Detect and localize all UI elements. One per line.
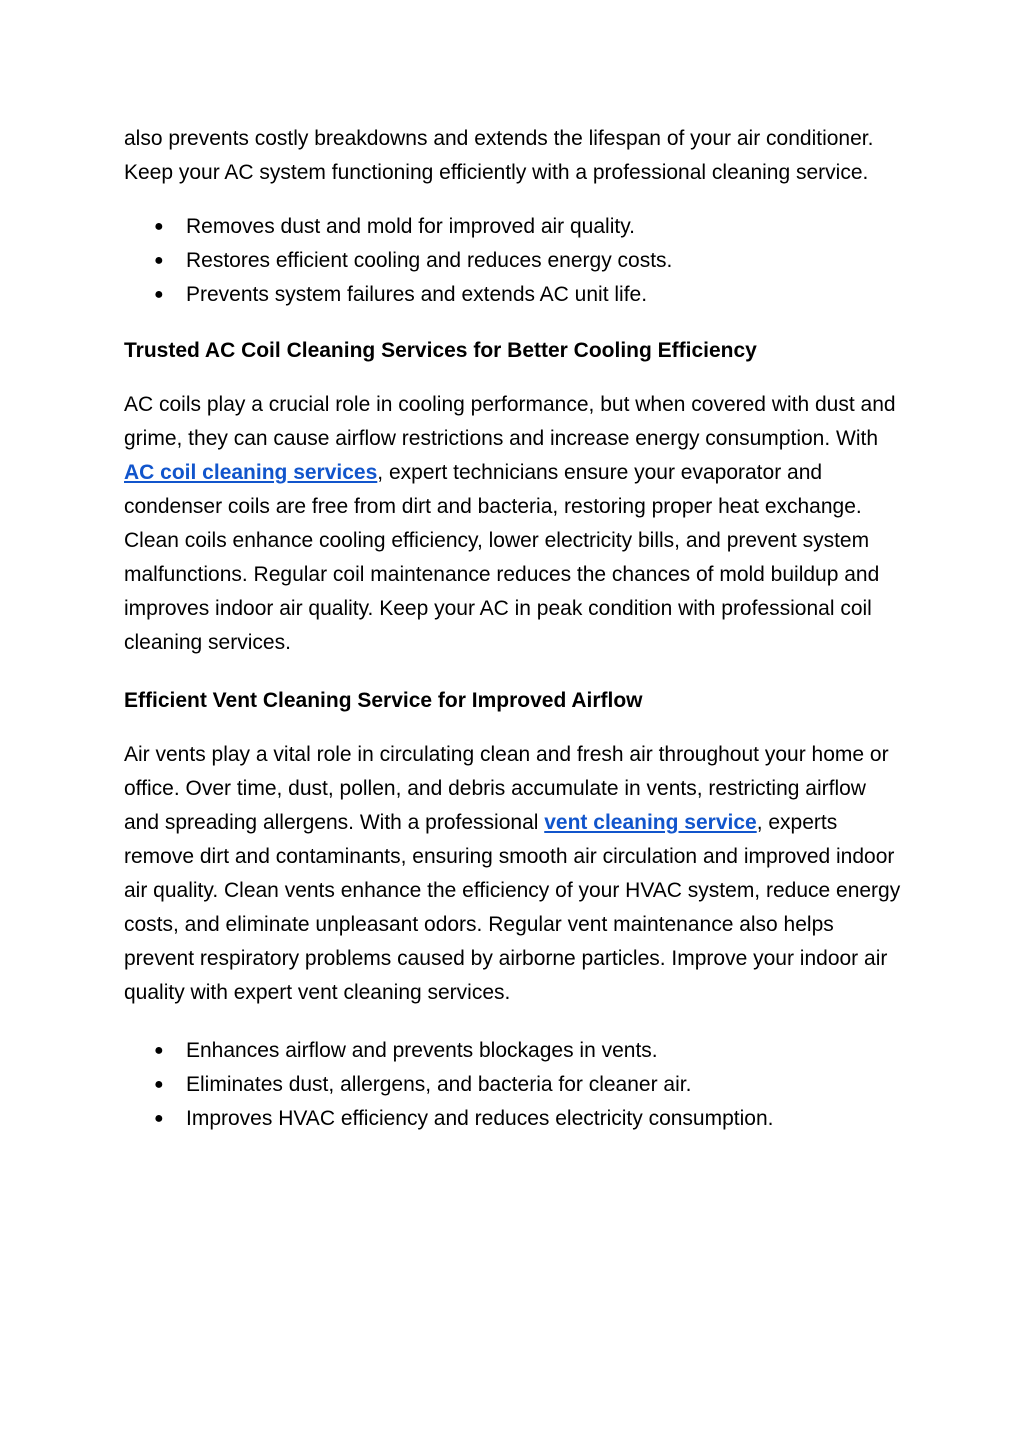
bullet-icon: ●	[154, 252, 164, 269]
benefits-list-2	[124, 1034, 904, 1136]
bullet-icon: ●	[154, 286, 164, 303]
list-item-text: Restores efficient cooling and reduces energy costs.	[186, 249, 673, 272]
list-item	[124, 278, 904, 312]
coil-cleaning-heading: Trusted AC Coil Cleaning Services for Better Cooling Efficiency	[124, 339, 757, 362]
vent-cleaning-paragraph	[124, 738, 904, 1010]
list-item	[124, 244, 904, 278]
vent-cleaning-heading: Efficient Vent Cleaning Service for Improved Airflow	[124, 689, 643, 712]
ac-coil-cleaning-link[interactable]: AC coil cleaning services	[124, 461, 378, 484]
list-item-text: Eliminates dust, allergens, and bacteria for cleaner air.	[186, 1073, 692, 1096]
list-item	[124, 1034, 904, 1068]
bullet-icon: ●	[154, 1042, 164, 1059]
document-page	[124, 122, 904, 1158]
list-item	[124, 1068, 904, 1102]
list-item-text: Improves HVAC efficiency and reduces electricity consumption.	[186, 1107, 774, 1130]
list-item	[124, 1102, 904, 1136]
list-item-text: Removes dust and mold for improved air quality.	[186, 215, 635, 238]
list-item-text: Prevents system failures and extends AC unit life.	[186, 283, 648, 306]
benefits-list-1	[124, 210, 904, 312]
bullet-icon: ●	[154, 1076, 164, 1093]
coil-paragraph-text-start: AC coils play a crucial role in cooling performance, but when covered with dust and grime, they can cause airflow restrictions and increase energy consumption. With	[124, 393, 896, 450]
vent-paragraph-text-end: , experts remove dirt and contaminants, ensuring smooth air circulation and improved indoor air quality. Clean vents enhance the efficiency of your HVAC system, reduce energy costs, and eliminate unpleasant odors. Regular vent maintenance also helps prevent respiratory problems caused by airborne particles. Improve your indoor air quality with expert vent cleaning services.	[124, 811, 901, 1004]
bullet-icon: ●	[154, 1110, 164, 1127]
coil-cleaning-paragraph	[124, 388, 904, 660]
bullet-icon: ●	[154, 218, 164, 235]
list-item	[124, 210, 904, 244]
coil-paragraph-text-end: , expert technicians ensure your evaporator and condenser coils are free from dirt and bacteria, restoring proper heat exchange. Clean coils enhance cooling efficiency, lower electricity bills, and prevent system malfunctions. Regular coil maintenance reduces the chances of mold buildup and improves indoor air quality. Keep your AC in peak condition with professional coil cleaning services.	[124, 461, 880, 654]
vent-cleaning-link[interactable]: vent cleaning service	[544, 811, 757, 834]
list-item-text: Enhances airflow and prevents blockages in vents.	[186, 1039, 658, 1062]
intro-paragraph: also prevents costly breakdowns and extends the lifespan of your air conditioner. Keep your AC system functioning efficiently with a professional cleaning service.	[124, 127, 874, 184]
vent-paragraph-text-start: Air vents play a vital role in circulating clean and fresh air throughout your home or office. Over time, dust, pollen, and debris accumulate in vents, restricting airflow and spreading allergens. With a professional	[124, 743, 889, 834]
